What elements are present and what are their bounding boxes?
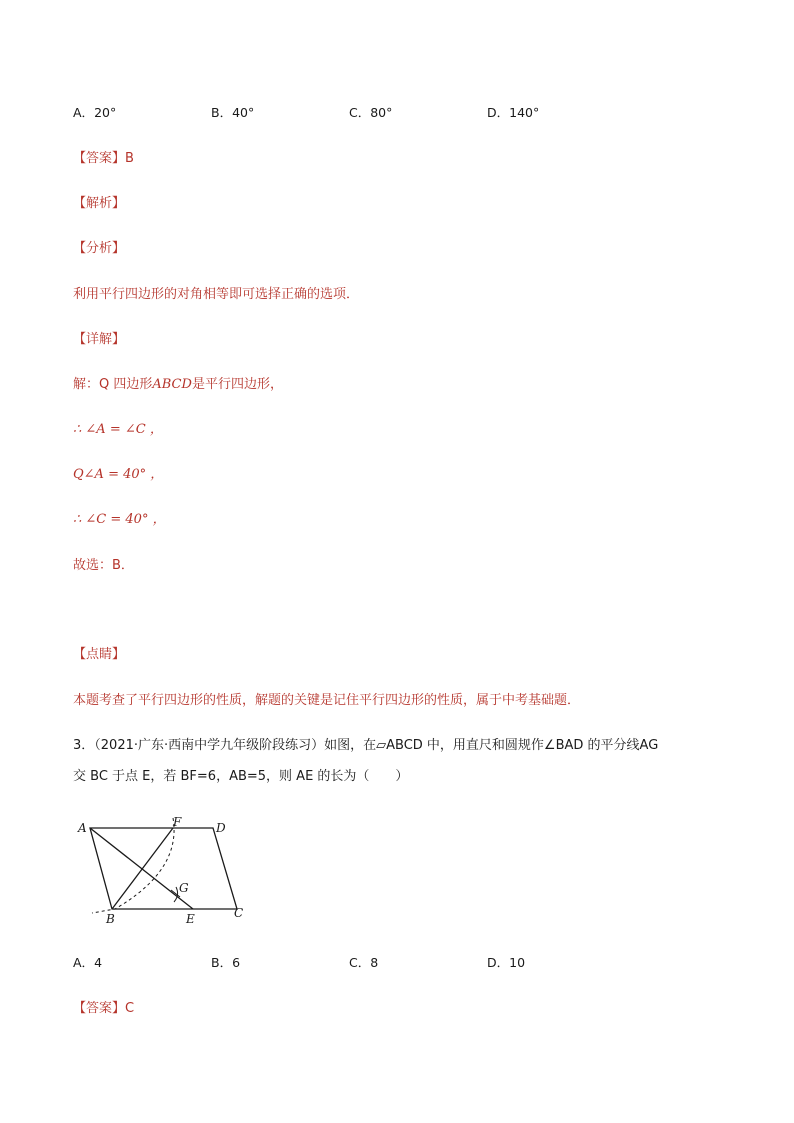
q2-option-a: A．20°: [73, 105, 117, 120]
q3-answer-label: 【答案】: [73, 1001, 126, 1016]
label-d: D: [216, 821, 226, 835]
q3-option-d: D．10: [487, 955, 526, 970]
label-a: A: [78, 821, 87, 835]
solution-line-1: 解：Q 四边形ABCD是平行四边形，: [73, 377, 283, 392]
label-e: E: [186, 912, 195, 926]
label-c: C: [234, 906, 244, 920]
q2-option-b: B．40°: [211, 105, 255, 120]
answer-label: 【答案】: [73, 151, 126, 166]
segment-bf: [112, 828, 173, 909]
q2-answer: [73, 147, 134, 166]
q3-option-b: B．6: [211, 955, 241, 970]
fenxi-text: 利用平行四边形的对角相等即可选择正确的选项．: [73, 287, 360, 302]
arc-from-a: [92, 818, 174, 913]
q3-option-c: C．8: [349, 955, 379, 970]
dianjing-label: 【点睛】: [73, 647, 126, 662]
solution-line-5: 故选：B．: [73, 558, 134, 573]
q3-stem-line-2: 交 BC 于点 E，若 BF=6，AB=5，则 AE 的长为（ ）: [73, 769, 409, 784]
label-b: B: [106, 912, 115, 926]
q3-answer-value: C: [125, 1001, 135, 1016]
solution-line-2: ∴ ∠A = ∠C ，: [73, 422, 163, 437]
q2-option-c: C．80°: [349, 105, 393, 120]
q2-option-d: D．140°: [487, 105, 540, 120]
q3-stem-line-1: 3．（2021·广东·西南中学九年级阶段练习）如图，在▱ABCD 中，用直尺和圆规作∠BAD 的平分线AG: [73, 738, 659, 753]
parallelogram-figure: [70, 810, 260, 935]
answer-value: B: [125, 151, 134, 166]
label-g: G: [179, 881, 189, 895]
label-f: F: [173, 815, 182, 829]
fenxi-label: 【分析】: [73, 241, 126, 256]
dianjing-text: 本题考查了平行四边形的性质，解题的关键是记住平行四边形的性质，属于中考基础题．: [73, 693, 581, 708]
solution-line-4: ∴ ∠C = 40° ，: [73, 512, 166, 527]
q3-answer: [73, 997, 134, 1016]
xiangjie-label: 【详解】: [73, 332, 126, 347]
solution-line-3: Q∠A = 40° ，: [73, 467, 164, 482]
analysis-label: 【解析】: [73, 196, 126, 211]
q3-option-a: A．4: [73, 955, 103, 970]
